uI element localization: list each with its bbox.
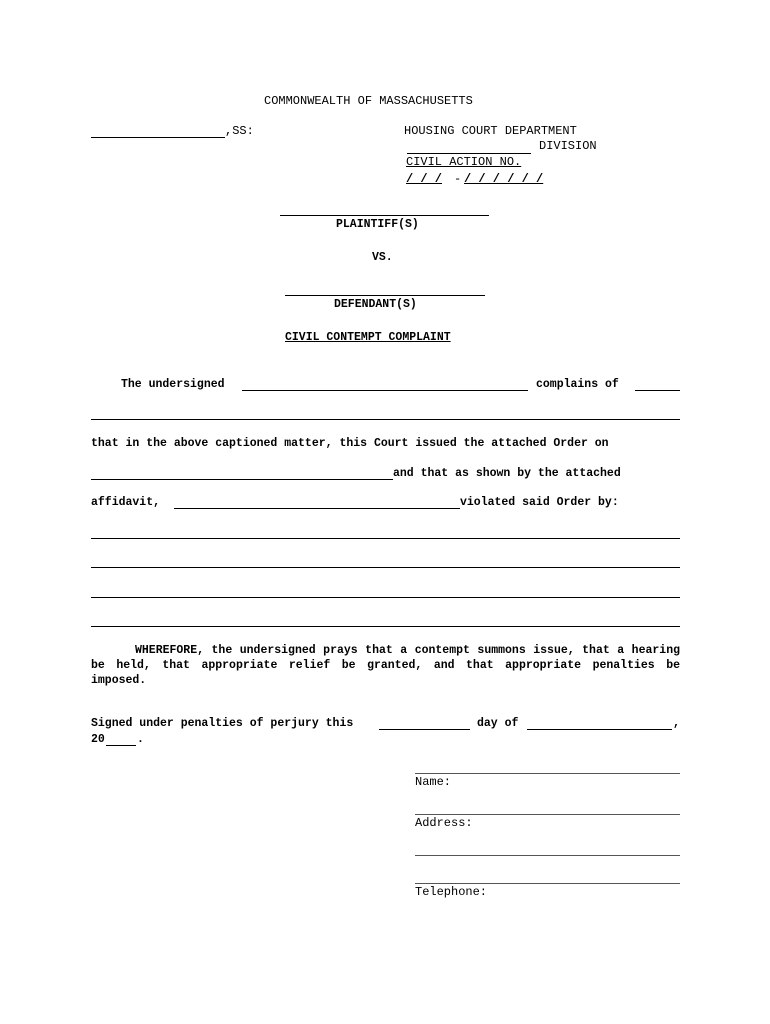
address-line-2[interactable]	[415, 883, 680, 884]
county-suffix: ,SS:	[225, 124, 254, 138]
year-suffix: .	[137, 733, 144, 746]
plaintiff-label: PLAINTIFF(S)	[336, 218, 419, 231]
name-label: Name:	[415, 775, 452, 789]
violation-line-3[interactable]	[91, 597, 680, 598]
complains-of-label: complains of	[536, 378, 619, 391]
wherefore-text: , the undersigned prays that a contempt summons issue, that a hearing be held, that appropriate relief be granted, and that appropriate penalties be imposed.	[91, 644, 680, 687]
undersigned-label: The undersigned	[121, 378, 225, 391]
division-blank[interactable]	[407, 153, 531, 154]
case-number-right[interactable]: / / / / / /	[464, 172, 544, 186]
comma-text: ,	[673, 717, 680, 730]
complains-of-blank-line-2[interactable]	[91, 419, 680, 420]
day-blank[interactable]	[379, 729, 470, 730]
violated-text: violated said Order by:	[460, 496, 619, 509]
undersigned-name-blank[interactable]	[242, 390, 528, 391]
commonwealth-heading: COMMONWEALTH OF MASSACHUSETTS	[264, 94, 473, 108]
as-shown-text: and that as shown by the attached	[393, 467, 621, 480]
case-number-left[interactable]: / / /	[406, 172, 443, 186]
vs-label: VS.	[372, 251, 393, 264]
day-of-text: day of	[477, 717, 519, 730]
plaintiff-blank[interactable]	[280, 215, 489, 216]
signed-text: Signed under penalties of perjury this	[91, 717, 354, 730]
county-blank[interactable]	[91, 137, 225, 138]
issued-order-text: that in the above captioned matter, this Court issued the attached Order on	[91, 437, 609, 450]
wherefore-paragraph	[91, 643, 680, 688]
telephone-label: Telephone:	[415, 885, 488, 899]
violator-blank[interactable]	[174, 508, 460, 509]
violation-line-1[interactable]	[91, 538, 680, 539]
case-number-dash: -	[454, 172, 462, 186]
violation-line-4[interactable]	[91, 626, 680, 627]
address-label: Address:	[415, 816, 473, 830]
complains-of-blank[interactable]	[635, 390, 680, 391]
civil-action-label: CIVIL ACTION NO.	[406, 155, 522, 169]
affidavit-text: affidavit,	[91, 496, 161, 509]
month-blank[interactable]	[527, 729, 672, 730]
order-date-blank[interactable]	[91, 479, 393, 480]
defendant-label: DEFENDANT(S)	[334, 298, 417, 311]
defendant-blank[interactable]	[285, 295, 485, 296]
complaint-title: CIVIL CONTEMPT COMPLAINT	[285, 331, 451, 344]
division-label: DIVISION	[539, 139, 597, 153]
address-line[interactable]	[415, 855, 680, 856]
name-line[interactable]	[415, 814, 680, 815]
year-prefix: 20	[91, 733, 105, 746]
year-blank[interactable]	[106, 745, 136, 746]
wherefore-keyword: WHEREFORE	[135, 644, 198, 657]
violation-line-2[interactable]	[91, 567, 680, 568]
court-department: HOUSING COURT DEPARTMENT	[404, 124, 577, 138]
signature-line[interactable]	[415, 773, 680, 774]
